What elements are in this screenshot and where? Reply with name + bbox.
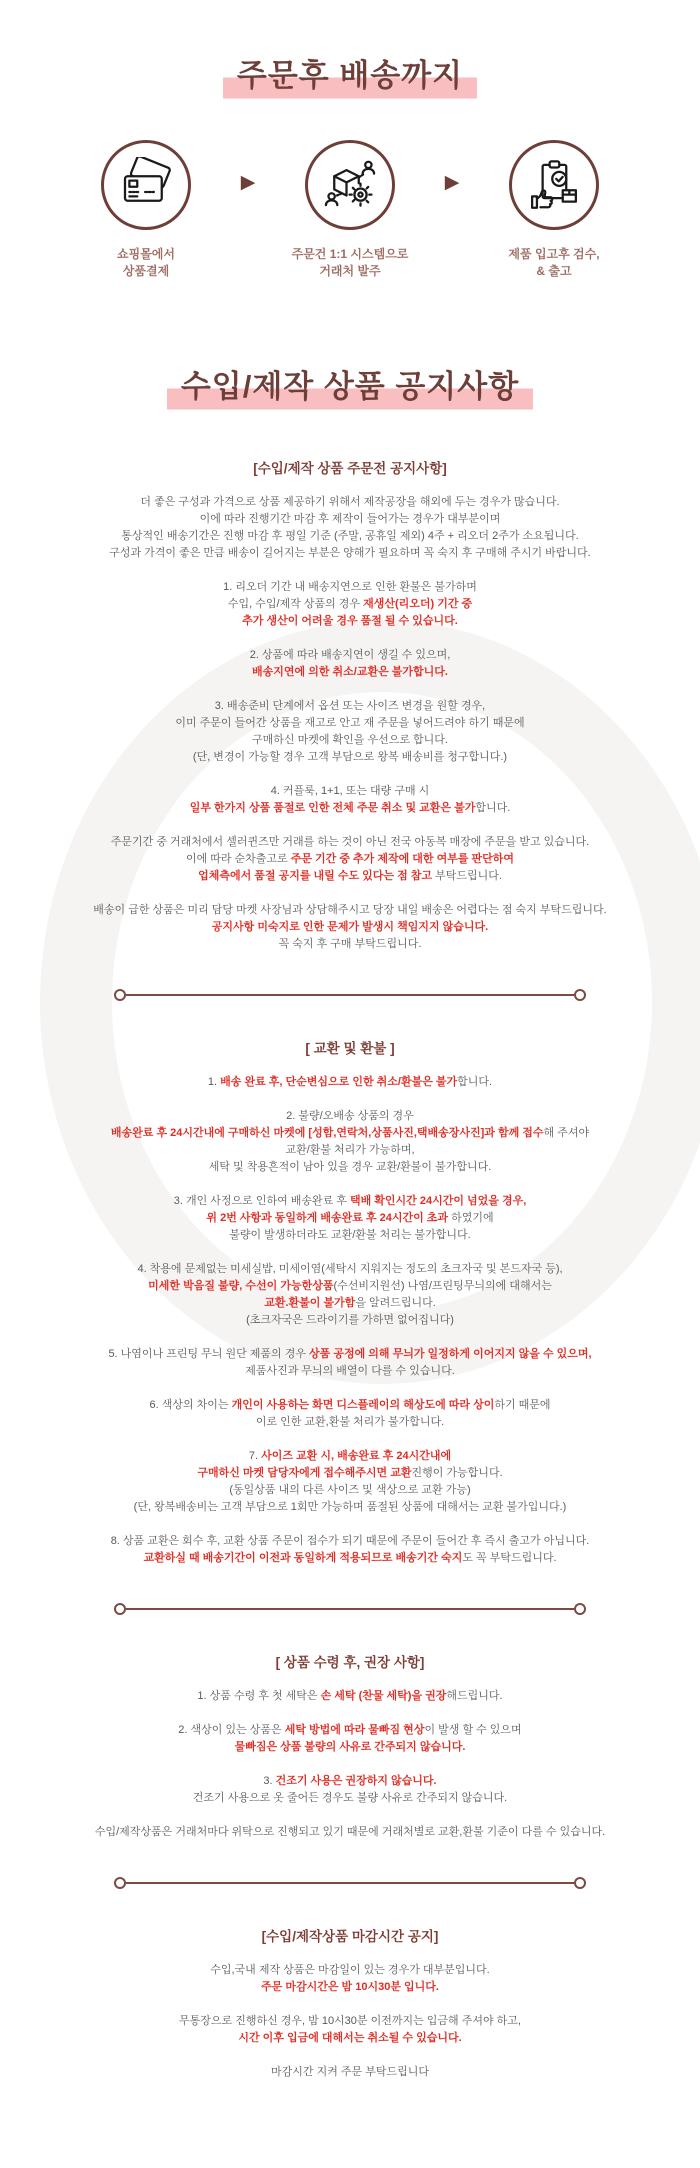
- step-circle: [101, 140, 191, 230]
- notice-paragraph: [24, 1533, 676, 1567]
- notice-text-emphasis: 주문 마감시간은 밤 10시30분 입니다.: [261, 1981, 439, 1994]
- notice-paragraph: [24, 1074, 676, 1091]
- notice-paragraph: [24, 579, 676, 630]
- notice-text: 이에 따라 진행기간 마감 후 제작이 들어가는 경우가 대부분이며: [199, 513, 501, 526]
- step-label: [117, 246, 175, 280]
- notice-text-emphasis: 시간 이후 입금에 대해서는 취소될 수 있습니다.: [238, 2032, 462, 2045]
- notice-text: 구성과 가격이 좋은 만큼 배송이 길어지는 부분은 양해가 필요하며 꼭 숙지 후 구매해 주시기 바랍니다.: [109, 547, 591, 560]
- notice-text: 통상적인 배송기간은 진행 마감 후 평일 기준 (주말, 공휴일 제외) 4주 + 리오더 2주가 소요됩니다.: [121, 530, 579, 543]
- notice-paragraph: [24, 1448, 676, 1516]
- notice-text-emphasis: 물빠짐은 상품 불량의 사유로 간주되지 않습니다.: [234, 1741, 466, 1754]
- notice-paragraph: [24, 1108, 676, 1176]
- section-heading: [ 교환 및 환불 ]: [305, 1041, 395, 1057]
- notice-text: 8. 상품 교환은 회수 후, 교환 상품 주문이 접수가 되기 때문에 주문이 들어간 후 즉시 출고가 아닙니다.: [110, 1535, 590, 1548]
- notice-text-emphasis: 배송완료 후 24시간내에 구매하신 마켓에 [성함,연락처,상품사진,택배송장사진]과 함께 접수: [110, 1127, 544, 1140]
- notice-paragraph: [24, 902, 676, 953]
- step-label: [508, 246, 599, 280]
- inspection-shipping-icon: [526, 157, 582, 213]
- notice-text: 4. 착용에 문제없는 미세실밥, 미세이염(세탁시 지워지는 정도의 초크자국 및 본드자국 등),: [137, 1263, 563, 1276]
- arrow-right-icon: ▶: [240, 172, 256, 194]
- order-system-icon: [322, 157, 378, 213]
- step-label: [292, 246, 409, 280]
- divider-dot: [114, 1603, 126, 1615]
- notice-paragraph: [24, 1824, 676, 1841]
- divider-dot: [114, 989, 126, 1001]
- step-label-line2: 거래처 발주: [319, 264, 381, 279]
- notice-text-emphasis: 세탁 방법에 따라 물빠짐 현상: [284, 1724, 425, 1737]
- notice-text: 교환/환불 처리가 가능하며,: [285, 1144, 415, 1157]
- process-step-inspection: [470, 140, 638, 280]
- section-divider: [114, 1877, 586, 1889]
- step-label-line1: 쇼핑몰에서: [117, 247, 175, 262]
- notice-paragraph: [24, 1962, 676, 1996]
- notice-text: 하였기에: [448, 1212, 494, 1225]
- section-divider: [114, 1603, 586, 1615]
- notice-text: (단, 왕복배송비는 고객 부담으로 1회만 가능하며 품절된 상품에 대해서는 교환 불가입니다.): [133, 1501, 567, 1514]
- notice-text: 제품사진과 무늬의 배열이 다를 수 있습니다.: [245, 1365, 455, 1378]
- notice-text-emphasis: 주문 기간 중 추가 제작에 대한 여부를 판단하여: [290, 853, 515, 866]
- notice-text: 1. 상품 수령 후 첫 세탁은: [197, 1690, 321, 1703]
- notice-text-emphasis: 교환하실 때 배송기간이 이전과 동일하게 적용되므로 배송기간 숙지: [143, 1552, 463, 1565]
- arrow-right-icon: ▶: [444, 172, 460, 194]
- notice-sections: [0, 457, 700, 2081]
- notice-text-emphasis: 상품 공정에 의해 무늬가 일정하게 이어지지 않을 수 있으며,: [309, 1348, 592, 1361]
- notice-text: 하기 때문에: [494, 1399, 551, 1412]
- notice-text: 꼭 숙지 후 구매 부탁드립니다.: [278, 938, 422, 951]
- notice-text: 3. 배송준비 단계에서 옵션 또는 사이즈 변경을 원할 경우,: [214, 700, 486, 713]
- step-label-line2: & 출고: [536, 264, 572, 279]
- notice-text: 3. 개인 사정으로 인하여 배송완료 후: [173, 1195, 350, 1208]
- divider-line: [126, 1882, 574, 1884]
- notice-text: 이에 따라 순차출고로: [185, 853, 291, 866]
- notice-paragraph: [24, 1773, 676, 1807]
- notice-text: 배송이 급한 상품은 미리 담당 마켓 사장님과 상담해주시고 당장 내일 배송은 어렵다는 점 숙지 부탁드립니다.: [93, 904, 607, 917]
- notice-section: [0, 1925, 700, 2081]
- notice-text: 7.: [248, 1450, 262, 1463]
- notice-text: 세탁 및 착용흔적이 남아 있을 경우 교환/환불이 불가합니다.: [208, 1161, 492, 1174]
- notice-paragraph: [24, 647, 676, 681]
- notice-text: 합니다.: [457, 1076, 493, 1089]
- notice-text-emphasis: 일부 한가지 상품 품절로 인한 전체 주문 취소 및 교환은 불가: [189, 802, 476, 815]
- notice-section: [0, 1037, 700, 1567]
- notice-title: [0, 366, 700, 411]
- notice-text-emphasis: 배송지연에 의한 취소/교환은 불가합니다.: [252, 666, 448, 679]
- notice-text: 3.: [263, 1775, 276, 1788]
- notice-text-emphasis: 사이즈 교환 시, 배송완료 후 24시간내에: [261, 1450, 452, 1463]
- notice-text: 수입,국내 제작 상품은 마감일이 있는 경우가 대부분입니다.: [210, 1964, 490, 1977]
- notice-text-emphasis: 개인이 사용하는 화면 디스플레이의 해상도에 따라 상이: [231, 1399, 495, 1412]
- notice-text: 건조기 사용으로 옷 줄어든 경우도 불량 사유로 간주되지 않습니다.: [192, 1792, 508, 1805]
- notice-text: 2. 상품에 따라 배송지연이 생길 수 있으며,: [249, 649, 451, 662]
- section-divider: [114, 989, 586, 1001]
- notice-text: 구매하신 마켓에 확인을 우선으로 합니다.: [252, 734, 448, 747]
- notice-text: 진행이 가능합니다.: [411, 1467, 503, 1480]
- notice-text: 6. 색상의 차이는: [149, 1399, 232, 1412]
- notice-paragraph: [24, 1722, 676, 1756]
- divider-dot: [114, 1877, 126, 1889]
- notice-paragraph: [24, 1261, 676, 1329]
- divider-dot: [574, 1877, 586, 1889]
- process-step-order: [266, 140, 434, 280]
- notice-section: [0, 1651, 700, 1841]
- section-heading: [수입/제작상품 마감시간 공지]: [261, 1929, 439, 1945]
- notice-text: 수입, 수입/제작 상품의 경우: [227, 598, 364, 611]
- page-title-text: 주문후 배송까지: [223, 55, 477, 100]
- notice-text-emphasis: 교환.환불이 불가함: [264, 1297, 356, 1310]
- notice-text: 불량이 발생하더라도 교환/환불 처리는 불가합니다.: [229, 1229, 471, 1242]
- notice-text-emphasis: 택배 확인시간 24시간이 넘었을 경우,: [350, 1195, 527, 1208]
- notice-text: 5. 나염이나 프린팅 무늬 원단 제품의 경우: [108, 1348, 310, 1361]
- notice-text: 이미 주문이 들어간 상품을 재고로 안고 재 주문을 넣어드려야 하기 때문에: [175, 717, 525, 730]
- page-title: [0, 55, 700, 100]
- notice-text-emphasis: 손 세탁 (찬물 세탁)을 권장: [320, 1690, 447, 1703]
- notice-paragraph: [24, 698, 676, 766]
- divider-line: [126, 994, 574, 996]
- divider-line: [126, 1608, 574, 1610]
- notice-paragraph: [24, 834, 676, 885]
- divider-dot: [574, 1603, 586, 1615]
- notice-text-emphasis: 미세한 박음질 불량, 수선이 가능한상품: [148, 1280, 334, 1293]
- notice-text: (초크자국은 드라이기를 가하면 없어집니다): [246, 1314, 454, 1327]
- notice-paragraph: [24, 1346, 676, 1380]
- notice-paragraph: [24, 1688, 676, 1705]
- notice-text: 2. 불량/오배송 상품의 경우: [286, 1110, 414, 1123]
- credit-card-icon: [118, 157, 174, 213]
- section-heading: [수입/제작 상품 주문전 공지사항]: [253, 461, 447, 477]
- process-steps: [0, 140, 700, 280]
- notice-text-emphasis: 공지사항 미숙지로 인한 문제가 발생시 책임지지 않습니다.: [211, 921, 489, 934]
- notice-paragraph: [24, 2064, 676, 2081]
- notice-text: 1.: [207, 1076, 221, 1089]
- section-heading: [ 상품 수령 후, 권장 사항]: [275, 1655, 425, 1671]
- notice-text: 부탁드립니다.: [432, 870, 502, 883]
- notice-text-emphasis: 배송 완료 후, 단순변심으로 인한 취소/환불은 불가: [220, 1076, 458, 1089]
- notice-text-emphasis: 추가 생산이 어려울 경우 품절 될 수 있습니다.: [242, 615, 458, 628]
- step-label-line2: 상품결제: [122, 264, 170, 279]
- notice-text: 해드립니다.: [446, 1690, 503, 1703]
- notice-text: 무통장으로 진행하신 경우, 밤 10시30분 이전까지는 입금해 주셔야 하고,: [179, 2015, 521, 2028]
- notice-text-emphasis: 재생산(리오더) 기간 중: [363, 598, 473, 611]
- notice-text-emphasis: 구매하신 마켓 담당자에게 접수해주시면 교환: [197, 1467, 412, 1480]
- notice-text: 도 꼭 부탁드립니다.: [462, 1552, 557, 1565]
- notice-text: 1. 리오더 기간 내 배송지연으로 인한 환불은 불가하며: [223, 581, 477, 594]
- notice-title-text: 수입/제작 상품 공지사항: [167, 366, 533, 411]
- step-label-line1: 주문건 1:1 시스템으로: [291, 247, 409, 262]
- notice-text-emphasis: 위 2번 사항과 동일하게 배송완료 후 24시간이 초과: [206, 1212, 449, 1225]
- notice-text: 4. 커플룩, 1+1, 또는 대량 구매 시: [270, 785, 430, 798]
- notice-paragraph: [24, 494, 676, 562]
- notice-text: (동일상품 내의 다른 사이즈 및 색상으로 교환 가능): [229, 1484, 471, 1497]
- notice-text: 을 알려드립니다.: [355, 1297, 436, 1310]
- notice-text: 이 발생 할 수 있으며: [424, 1724, 522, 1737]
- notice-text: (단, 변경이 가능할 경우 고객 부담으로 왕복 배송비를 청구합니다.): [192, 751, 508, 764]
- step-label-line1: 제품 입고후 검수,: [508, 247, 600, 262]
- notice-paragraph: [24, 2013, 676, 2047]
- step-circle: [509, 140, 599, 230]
- divider-dot: [574, 989, 586, 1001]
- notice-text-emphasis: 업체측에서 품절 공지를 내릴 수도 있다는 점 참고: [198, 870, 433, 883]
- step-circle: [305, 140, 395, 230]
- notice-text: 합니다.: [475, 802, 511, 815]
- notice-text: 수입/제작상품은 거래처마다 위탁으로 진행되고 있기 때문에 거래처별로 교환,환불 기준이 다를 수 있습니다.: [94, 1826, 606, 1839]
- notice-text: 더 좋은 구성과 가격으로 상품 제공하기 위해서 제작공장을 해외에 두는 경우가 많습니다.: [140, 496, 560, 509]
- notice-paragraph: [24, 783, 676, 817]
- notice-paragraph: [24, 1397, 676, 1431]
- notice-text: (수선비지원선) 나염/프린팅무늬의에 대해서는: [333, 1280, 552, 1293]
- notice-text: 이로 인한 교환,환불 처리가 불가합니다.: [255, 1416, 445, 1429]
- notice-paragraph: [24, 1193, 676, 1244]
- notice-text: 2. 색상이 있는 상품은: [178, 1724, 285, 1737]
- process-step-payment: [62, 140, 230, 280]
- notice-text-emphasis: 건조기 사용은 권장하지 않습니다.: [275, 1775, 437, 1788]
- notice-text: 주문기간 중 거래처에서 셀러퀸즈만 거래를 하는 것이 아닌 전국 아동복 매장에 주문을 받고 있습니다.: [110, 836, 590, 849]
- notice-section: [0, 457, 700, 953]
- notice-text: 마감시간 지켜 주문 부탁드립니다: [271, 2066, 429, 2079]
- notice-text: 해 주셔야: [543, 1127, 590, 1140]
